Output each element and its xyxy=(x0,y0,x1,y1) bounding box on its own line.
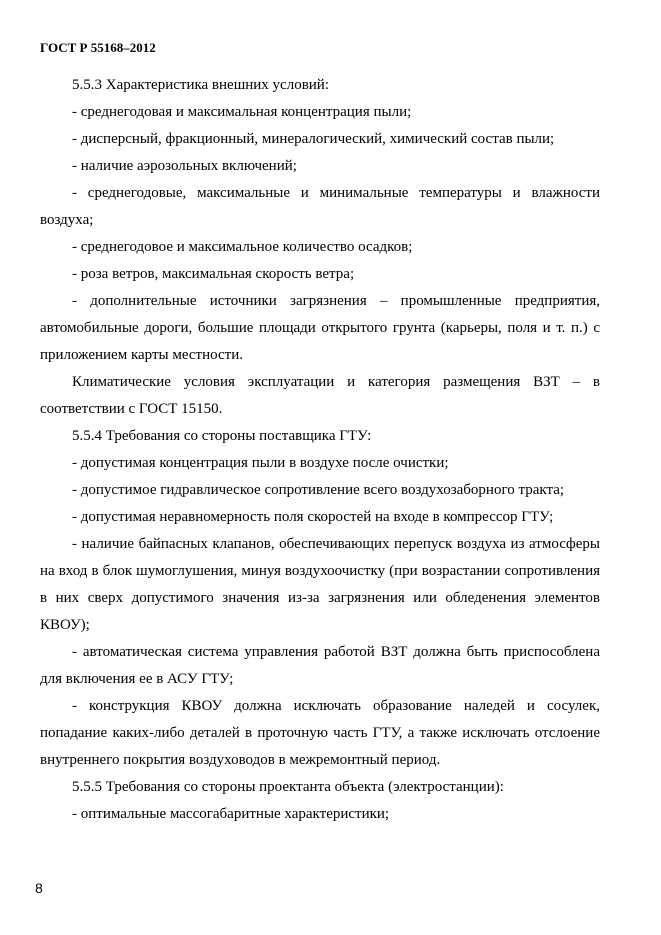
list-item: - допустимая неравномерность поля скоростей на входе в компрессор ГТУ; xyxy=(72,509,554,525)
list-item: - наличие аэрозольных включений; xyxy=(72,158,297,174)
section-heading: 5.5.3 Характеристика внешних условий: xyxy=(72,77,330,93)
list-item: - среднегодовые, максимальные и минимальные температуры и влажности воздуха; xyxy=(40,185,600,228)
list-item: - роза ветров, максимальная скорость ветра; xyxy=(72,266,355,282)
list-item: - конструкция КВОУ должна исключать образование наледей и сосулек, попадание каких-либо деталей в проточную часть ГТУ, а также исключать отслоение внутреннего покрытия воздуховодов в межремонтный период. xyxy=(40,698,600,768)
list-item: - дополнительные источники загрязнения – промышленные предприятия, автомобильные дороги, большие площади открытого грунта (карьеры, поля и т. п.) с приложением карты местности. xyxy=(40,293,600,363)
document-body xyxy=(40,72,600,828)
paragraph: Климатические условия эксплуатации и категория размещения ВЗТ – в соответствии с ГОСТ 15150. xyxy=(40,374,600,417)
list-item: - автоматическая система управления работой ВЗТ должна быть приспособлена для включения ее в АСУ ГТУ; xyxy=(40,644,600,687)
document-header: ГОСТ Р 55168–2012 xyxy=(40,40,156,55)
section-heading: 5.5.4 Требования со стороны поставщика ГТУ: xyxy=(72,428,372,444)
list-item: - среднегодовое и максимальное количество осадков; xyxy=(72,239,413,255)
list-item: - наличие байпасных клапанов, обеспечивающих перепуск воздуха из атмосферы на вход в блок шумоглушения, минуя воздухоочистку (при возрастании сопротивления в них сверх допустимого значения из-за загрязнения или обледенения элементов КВОУ); xyxy=(40,536,600,633)
section-heading: 5.5.5 Требования со стороны проектанта объекта (электростанции): xyxy=(72,779,504,795)
list-item: - дисперсный, фракционный, минералогический, химический состав пыли; xyxy=(72,131,555,147)
page-number: 8 xyxy=(35,880,43,896)
list-item: - среднегодовая и максимальная концентрация пыли; xyxy=(72,104,412,120)
list-item: - допустимая концентрация пыли в воздухе после очистки; xyxy=(72,455,449,471)
list-item: - допустимое гидравлическое сопротивление всего воздухозаборного тракта; xyxy=(72,482,565,498)
list-item: - оптимальные массогабаритные характеристики; xyxy=(72,806,390,822)
